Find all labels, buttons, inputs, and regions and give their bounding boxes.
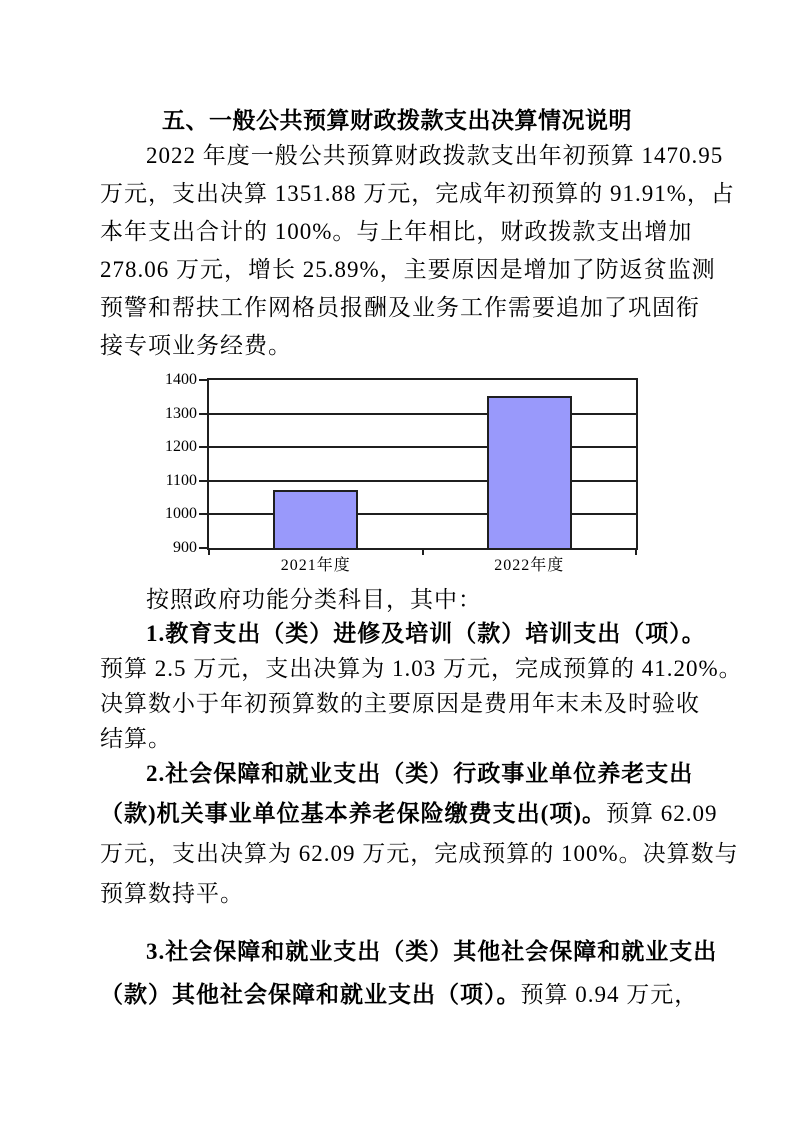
budget-item-1 (100, 616, 743, 756)
bar-chart (150, 370, 670, 585)
bar-2021年度 (273, 490, 358, 548)
section-intro: 按照政府功能分类科目，其中： (146, 587, 482, 612)
text-line: 2022 年度一般公共预算财政拨款支出年初预算 1470.95 (146, 143, 724, 168)
y-axis-tick-label: 1100 (165, 471, 197, 489)
item3-text-part: 预算 0.94 万元， (520, 982, 699, 1007)
y-axis-tick-label: 900 (173, 539, 197, 556)
text-line: 万元，支出决算 1351.88 万元，完成年初预算的 91.91%，占 (100, 181, 735, 206)
chart-plot-area (207, 378, 638, 550)
item1-heading: 1.教育支出（类）进修及培训（款）培训支出（项）。 (146, 621, 706, 646)
text-line: 接专项业务经费。 (100, 333, 292, 358)
item2-heading: 2.社会保障和就业支出（类）行政事业单位养老支出 (146, 761, 694, 786)
budget-item-3 (100, 930, 717, 1016)
y-axis-tick-label: 1200 (165, 438, 197, 456)
item3-heading-bold-part: （款）其他社会保障和就业支出（项）。 (100, 982, 521, 1007)
section-title: 五、一般公共预算财政拨款支出决算情况说明 (162, 107, 632, 133)
y-axis-tick (199, 413, 207, 415)
y-axis-tick-label: 1400 (165, 371, 197, 388)
y-axis-tick (199, 446, 207, 448)
item2-heading-bold-part: （款)机关事业单位基本养老保险缴费支出(项)。 (100, 801, 606, 826)
item3-heading: 3.社会保障和就业支出（类）其他社会保障和就业支出 (146, 939, 718, 964)
x-axis-tick (208, 550, 210, 555)
y-axis-tick-label: 1300 (165, 404, 197, 422)
gridline (209, 480, 636, 482)
text-line: 决算数小于年初预算数的主要原因是费用年末未及时验收 (100, 691, 700, 716)
gridline (209, 413, 636, 415)
text-line: 预警和帮扶工作网格员报酬及业务工作需要追加了巩固衔 (100, 295, 700, 320)
item3-heading-continued (100, 973, 717, 1016)
summary-paragraph (100, 137, 735, 365)
x-axis-tick-label: 2022年度 (494, 557, 565, 574)
y-axis-tick (199, 513, 207, 515)
text-line: 本年支出合计的 100%。与上年相比，财政拨款支出增加 (100, 219, 693, 244)
text-line: 万元，支出决算为 62.09 万元，完成预算的 100%。决算数与 (100, 841, 739, 866)
y-axis-tick (199, 547, 207, 549)
text-line: 预算 2.5 万元，支出决算为 1.03 万元，完成预算的 41.20%。 (100, 656, 743, 681)
gridline (209, 446, 636, 448)
bar-2022年度 (487, 396, 572, 548)
y-axis-tick (199, 379, 207, 381)
y-axis-tick (199, 480, 207, 482)
x-axis-tick (635, 550, 637, 555)
item2-heading-continued (100, 794, 739, 834)
budget-item-2 (100, 754, 739, 914)
text-line: 预算数持平。 (100, 881, 244, 906)
item2-text-part: 预算 62.09 (605, 801, 718, 826)
x-axis-tick (422, 550, 424, 555)
text-line: 结算。 (100, 726, 172, 751)
text-line: 278.06 万元，增长 25.89%，主要原因是增加了防返贫监测 (100, 257, 716, 282)
x-axis-tick-label: 2021年度 (280, 557, 351, 574)
y-axis-tick-label: 1000 (165, 505, 197, 523)
